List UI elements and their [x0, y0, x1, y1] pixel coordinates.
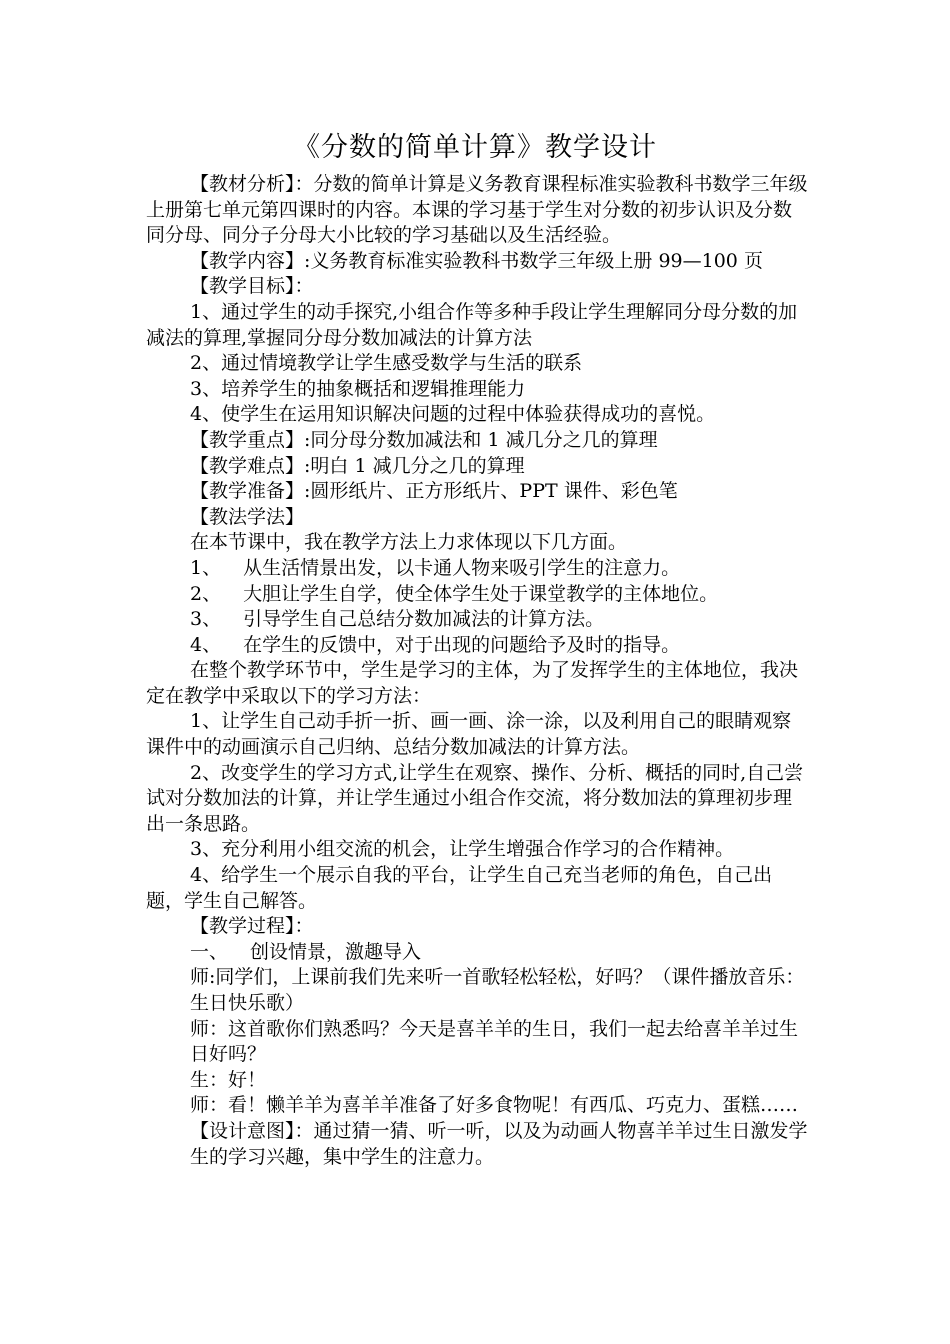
preparation-text: :圆形纸片、正方形纸片、PPT 课件、彩色笔	[304, 480, 678, 503]
teaching-goals-paragraph	[146, 274, 808, 300]
design-intent-text: ：通过猜一猜、听一听，以及为动画人物喜羊羊过生日激发学生的学习兴趣，集中学生的注意力。	[190, 1119, 808, 1168]
methods-intro: 在本节课中，我在教学方法上力求体现以下几方面。	[190, 531, 628, 554]
material-analysis-paragraph	[146, 172, 808, 249]
teaching-content-text: :义务教育标准实验教科书数学三年级上册 99—100 页	[304, 249, 763, 272]
dialogue-line: 师：这首歌你们熟悉吗？今天是喜羊羊的生日，我们一起去给喜羊羊过生日好吗？	[190, 1017, 799, 1066]
process-section-number: 一、	[190, 940, 229, 963]
method-item-text: 在学生的反馈中，对于出现的问题给予及时的指导。	[243, 633, 681, 656]
design-intent-paragraph	[146, 1119, 808, 1170]
teaching-goals-heading: 【教学目标】	[190, 275, 295, 298]
document-body	[146, 172, 808, 1170]
process-paragraph	[146, 914, 808, 940]
dialogue-line: 师：看！懒羊羊为喜羊羊准备了好多食物呢！有西瓜、巧克力、蛋糕……	[190, 1094, 799, 1117]
learning-item: 3、充分利用小组交流的机会，让学生增强合作学习的合作精神。	[190, 838, 735, 861]
dialogue-line: 师:同学们，上课前我们先来听一首歌轻松轻松，好吗？（课件播放音乐：生日快乐歌）	[190, 966, 805, 1014]
method-item	[146, 582, 808, 608]
process-section-title	[146, 940, 808, 966]
process-section-label: 创设情景，激趣导入	[250, 940, 422, 963]
learning-item: 4、给学生一个展示自我的平台，让学生自己充当老师的角色，自己出题，学生自己解答。	[146, 864, 773, 912]
key-point-heading: 【教学重点】	[190, 428, 305, 451]
methods-intro-2: 在整个教学环节中，学生是学习的主体，为了发挥学生的主体地位，我决定在教学中采取以下的学习方法：	[146, 659, 799, 707]
goal-item: 4、使学生在运用知识解决问题的过程中体验获得成功的喜悦。	[190, 403, 716, 426]
method-item-number: 2、	[190, 582, 222, 605]
method-item-text: 从生活情景出发，以卡通人物来吸引学生的注意力。	[243, 556, 681, 579]
goal-item: 2、通过情境教学让学生感受数学与生活的联系	[190, 352, 583, 375]
process-text: ：	[294, 915, 314, 938]
process-heading: 【教学过程】	[190, 915, 295, 938]
difficulty-text: :明白 1 减几分之几的算理	[304, 454, 525, 477]
method-item	[146, 633, 808, 659]
page-title: 《分数的简单计算》教学设计	[293, 132, 657, 163]
material-analysis-heading: 【教材分析】	[190, 173, 295, 195]
difficulty-paragraph	[146, 454, 808, 480]
preparation-paragraph	[146, 479, 808, 505]
method-item	[146, 607, 808, 633]
methods-heading: 【教法学法】	[190, 505, 305, 528]
goal-item: 1、通过学生的动手探究,小组合作等多种手段让学生理解同分母分数的加减法的算理,掌握同分母分数加减法的计算方法	[146, 300, 798, 349]
key-point-text: :同分母分数加减法和 1 减几分之几的算理	[304, 428, 658, 451]
method-item-text: 大胆让学生自学，使全体学生处于课堂教学的主体地位。	[243, 582, 719, 605]
design-intent-heading: 【设计意图】	[190, 1119, 295, 1142]
teaching-goals-text: ：	[294, 275, 314, 298]
method-item-text: 引导学生自己总结分数加减法的计算方法。	[243, 608, 605, 631]
difficulty-heading: 【教学难点】	[190, 454, 305, 477]
method-item-number: 1、	[190, 556, 222, 579]
learning-item: 2、改变学生的学习方式,让学生在观察、操作、分析、概括的同时,自己尝试对分数加法的计算，并让学生通过小组合作交流，将分数加法的算理初步理出一条思路。	[146, 761, 804, 835]
material-analysis-text: ：分数的简单计算是义务教育课程标准实验教科书数学三年级上册第七单元第四课时的内容。本课的学习基于学生对分数的初步认识及分数同分母、同分子分母大小比较的学习基础以及生活经验。	[146, 173, 808, 247]
goal-item: 3、培养学生的抽象概括和逻辑推理能力	[190, 377, 526, 400]
method-item	[146, 556, 808, 582]
key-point-paragraph	[146, 428, 808, 454]
learning-item: 1、让学生自己动手折一折、画一画、涂一涂，以及利用自己的眼睛观察课件中的动画演示自己归纳、总结分数加减法的计算方法。	[146, 710, 792, 759]
preparation-heading: 【教学准备】	[190, 480, 305, 503]
teaching-content-heading: 【教学内容】	[190, 249, 305, 272]
dialogue-line: 生：好！	[190, 1068, 267, 1091]
method-item-number: 3、	[190, 608, 222, 631]
teaching-content-paragraph	[146, 249, 808, 275]
method-item-number: 4、	[190, 633, 222, 656]
